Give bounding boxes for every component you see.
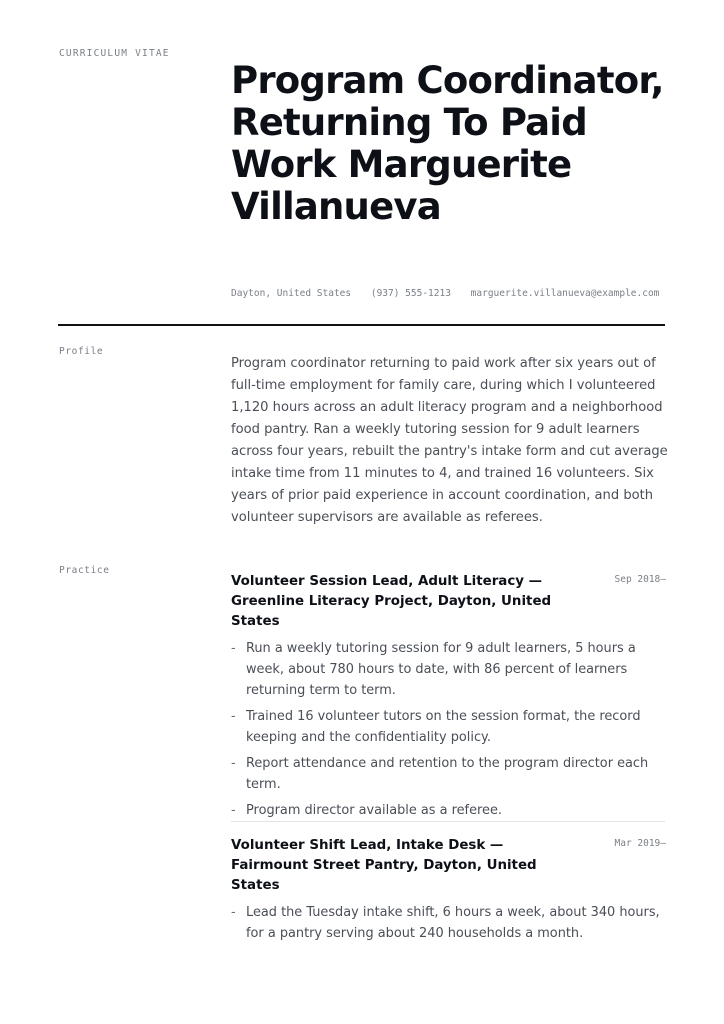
job-date: Sep 2018– — [614, 574, 666, 585]
section-label-practice: Practice — [59, 565, 110, 576]
job-bullet: - Program director available as a referee. — [231, 800, 668, 821]
contact-location: Dayton, United States — [231, 288, 352, 299]
job-bullet: - Run a weekly tutoring session for 9 adult learners, 5 hours a week, about 780 hours to date, with 86 percent of learners returning term to term. — [231, 638, 668, 701]
job-bullet: - Report attendance and retention to the program director each term. — [231, 753, 668, 795]
contact-phone: (937) 555-1213 — [370, 288, 451, 299]
candidate-name-title: Program Coordinator, Returning To Paid Work Marguerite Villanueva — [231, 59, 664, 228]
job-bullet: - Trained 16 volunteer tutors on the session format, the record keeping and the confidentiality policy. — [231, 706, 668, 748]
job-bullets — [231, 902, 668, 944]
header-rule — [58, 324, 665, 326]
contact-email: marguerite.villanueva@example.com — [470, 288, 660, 299]
job-date: Mar 2019– — [614, 838, 666, 849]
job-divider — [231, 821, 665, 822]
job-title: Volunteer Session Lead, Adult Literacy — Greenline Literacy Project, Dayton, United States — [231, 574, 552, 629]
profile-text: Program coordinator returning to paid work after six years out of full-time employment for family care, during which I volunteered 1,120 hours across an adult literacy program and a neighborhood food pantry. Ran a weekly tutoring session for 9 adult learners across four years, rebuilt the pantry's intake form and cut average intake time from 11 minutes to 4, and trained 16 volunteers. Six years of prior paid experience in account coordination, and both volunteer supervisors are available as referees. — [231, 356, 668, 525]
job-title: Volunteer Shift Lead, Intake Desk — Fairmount Street Pantry, Dayton, United States — [231, 838, 537, 893]
document-eyebrow: CURRICULUM VITAE — [59, 48, 170, 59]
job-entry — [231, 836, 668, 949]
section-label-profile: Profile — [59, 346, 104, 357]
job-header — [231, 836, 668, 896]
job-bullet: - Lead the Tuesday intake shift, 6 hours a week, about 340 hours, for a pantry serving about 240 households a month. — [231, 902, 668, 944]
contact-line — [231, 288, 659, 299]
job-bullets — [231, 638, 668, 821]
job-header — [231, 572, 668, 632]
job-entry — [231, 572, 668, 826]
